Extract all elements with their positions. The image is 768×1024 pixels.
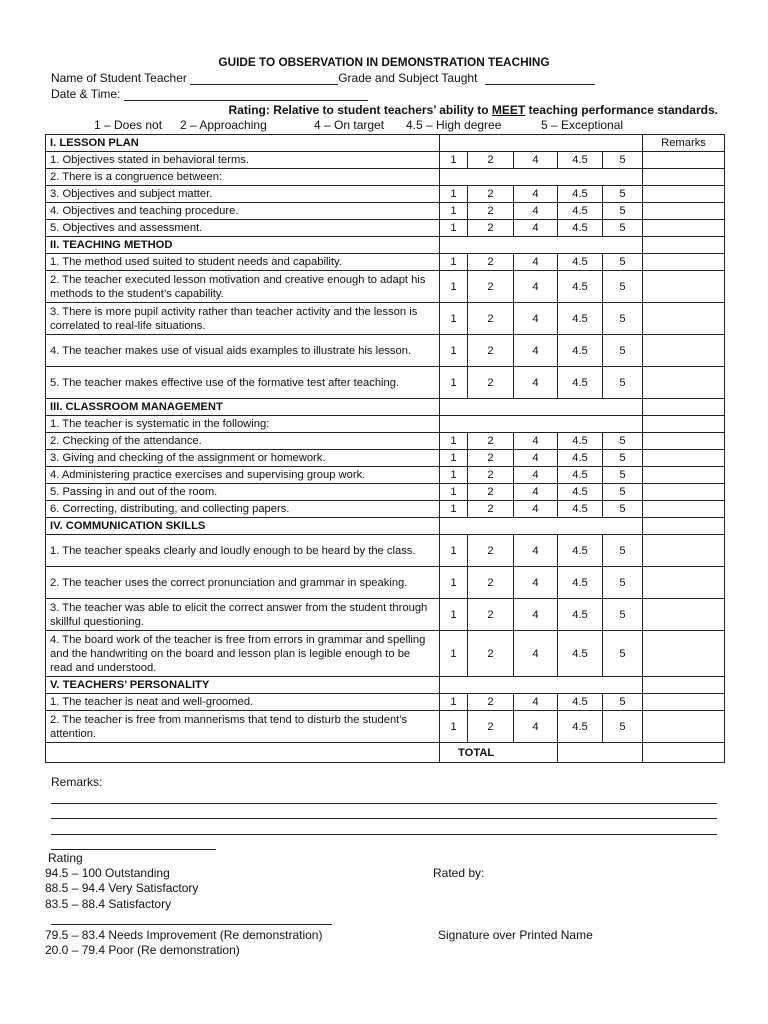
score-1[interactable]: 1 <box>440 271 468 303</box>
score-4-5[interactable]: 4.5 <box>558 433 603 450</box>
table-row <box>46 433 725 450</box>
remarks-cell[interactable] <box>643 677 725 694</box>
blank-score-cell <box>440 169 643 186</box>
score-4[interactable]: 4 <box>514 152 558 169</box>
score-2[interactable]: 2 <box>468 335 514 367</box>
criterion-text: 3. Objectives and subject matter. <box>46 186 440 203</box>
criterion-text: 4. The teacher makes use of visual aids examples to illustrate his lesson. <box>46 335 440 367</box>
score-1[interactable]: 1 <box>440 367 468 399</box>
score-4-5[interactable]: 4.5 <box>558 694 603 711</box>
criterion-text: 5. The teacher makes effective use of the formative test after teaching. <box>46 367 440 399</box>
score-4-5[interactable]: 4.5 <box>558 711 603 743</box>
total-label: TOTAL <box>440 743 558 763</box>
remarks-cell[interactable] <box>643 450 725 467</box>
score-4-5[interactable]: 4.5 <box>558 220 603 237</box>
criterion-text: 4. Administering practice exercises and supervising group work. <box>46 467 440 484</box>
criterion-text: 4. The board work of the teacher is free from errors in grammar and spelling and the handwriting on the board and lesson plan is legible enough to be read and understood. <box>46 631 440 677</box>
score-5[interactable]: 5 <box>603 271 643 303</box>
remarks-line[interactable] <box>51 803 717 804</box>
criterion-text: 5. Objectives and assessment. <box>46 220 440 237</box>
remarks-cell[interactable] <box>643 303 725 335</box>
score-4[interactable]: 4 <box>514 433 558 450</box>
remarks-cell[interactable] <box>643 567 725 599</box>
table-row <box>46 467 725 484</box>
score-1[interactable]: 1 <box>440 631 468 677</box>
score-5[interactable]: 5 <box>603 694 643 711</box>
table-row <box>46 694 725 711</box>
criterion-text: 2. The teacher uses the correct pronunciation and grammar in speaking. <box>46 567 440 599</box>
remarks-cell[interactable] <box>643 186 725 203</box>
score-5[interactable]: 5 <box>603 186 643 203</box>
remarks-cell[interactable] <box>643 220 725 237</box>
score-5[interactable]: 5 <box>603 450 643 467</box>
score-4-5[interactable]: 4.5 <box>558 450 603 467</box>
table-row <box>46 186 725 203</box>
remarks-cell[interactable] <box>643 433 725 450</box>
score-4-5[interactable]: 4.5 <box>558 367 603 399</box>
blank-score-cell <box>440 677 643 694</box>
score-4[interactable]: 4 <box>514 203 558 220</box>
score-2[interactable]: 2 <box>468 567 514 599</box>
total-value[interactable] <box>558 743 643 763</box>
score-2[interactable]: 2 <box>468 599 514 631</box>
score-4-5[interactable]: 4.5 <box>558 535 603 567</box>
remarks-cell[interactable] <box>643 518 725 535</box>
score-5[interactable]: 5 <box>603 152 643 169</box>
rating-outstanding: 94.5 – 100 Outstanding <box>45 866 170 880</box>
score-5[interactable]: 5 <box>603 433 643 450</box>
score-1[interactable]: 1 <box>440 567 468 599</box>
score-2[interactable]: 2 <box>468 271 514 303</box>
score-1[interactable]: 1 <box>440 220 468 237</box>
scale-2: 2 – Approaching <box>180 118 267 132</box>
score-4[interactable]: 4 <box>514 694 558 711</box>
total-row <box>46 743 725 763</box>
score-1[interactable]: 1 <box>440 335 468 367</box>
student-name-field[interactable] <box>190 84 338 85</box>
observation-table <box>45 134 725 763</box>
remarks-cell[interactable] <box>643 254 725 271</box>
score-5[interactable]: 5 <box>603 535 643 567</box>
rating-satisfactory: 83.5 – 88.4 Satisfactory <box>45 897 172 911</box>
rating-instruction <box>0 103 718 117</box>
score-4[interactable]: 4 <box>514 467 558 484</box>
table-row <box>46 367 725 399</box>
table-row <box>46 567 725 599</box>
date-time-row <box>51 87 368 101</box>
score-2[interactable]: 2 <box>468 186 514 203</box>
score-4-5[interactable]: 4.5 <box>558 467 603 484</box>
score-5[interactable]: 5 <box>603 631 643 677</box>
section-row <box>46 518 725 535</box>
score-5[interactable]: 5 <box>603 367 643 399</box>
score-5[interactable]: 5 <box>603 599 643 631</box>
remarks-cell[interactable] <box>643 367 725 399</box>
score-2[interactable]: 2 <box>468 694 514 711</box>
remarks-cell[interactable] <box>643 237 725 254</box>
score-1[interactable]: 1 <box>440 303 468 335</box>
table-row <box>46 254 725 271</box>
table-row <box>46 203 725 220</box>
section-row <box>46 135 725 152</box>
score-4[interactable]: 4 <box>514 220 558 237</box>
section-row <box>46 399 725 416</box>
section-title: III. CLASSROOM MANAGEMENT <box>46 399 440 416</box>
remarks-line[interactable] <box>51 834 717 835</box>
scale-4: 4 – On target <box>314 118 385 132</box>
score-4[interactable]: 4 <box>514 711 558 743</box>
score-4[interactable]: 4 <box>514 567 558 599</box>
criterion-text: 3. Giving and checking of the assignment or homework. <box>46 450 440 467</box>
remarks-cell[interactable] <box>643 416 725 433</box>
remarks-cell[interactable] <box>643 501 725 518</box>
criterion-text: 3. There is more pupil activity rather than teacher activity and the lesson is correlated to real-life situations. <box>46 303 440 335</box>
table-row <box>46 535 725 567</box>
score-1[interactable]: 1 <box>440 254 468 271</box>
remarks-cell[interactable] <box>643 694 725 711</box>
rating-poor: 20.0 – 79.4 Poor (Re demonstration) <box>45 943 240 957</box>
criterion-text: 2. Checking of the attendance. <box>46 433 440 450</box>
rating-title: Rating <box>48 851 83 865</box>
rating-instruction-meet: MEET <box>491 103 526 117</box>
score-1[interactable]: 1 <box>440 711 468 743</box>
score-1[interactable]: 1 <box>440 694 468 711</box>
section-title: IV. COMMUNICATION SKILLS <box>46 518 440 535</box>
student-name-label: Name of Student Teacher <box>51 71 187 85</box>
score-4[interactable]: 4 <box>514 367 558 399</box>
table-row <box>46 711 725 743</box>
date-time-label: Date & Time: <box>51 87 121 101</box>
scale-4-5: 4.5 – High degree <box>406 118 502 132</box>
score-4-5[interactable]: 4.5 <box>558 501 603 518</box>
score-5[interactable]: 5 <box>603 467 643 484</box>
remarks-cell[interactable] <box>643 152 725 169</box>
criterion-text: 2. There is a congruence between: <box>46 169 440 186</box>
score-1[interactable]: 1 <box>440 186 468 203</box>
score-5[interactable]: 5 <box>603 501 643 518</box>
score-1[interactable]: 1 <box>440 535 468 567</box>
score-4-5[interactable]: 4.5 <box>558 631 603 677</box>
score-2[interactable]: 2 <box>468 152 514 169</box>
remarks-cell[interactable] <box>643 169 725 186</box>
score-5[interactable]: 5 <box>603 303 643 335</box>
score-4[interactable]: 4 <box>514 271 558 303</box>
score-4-5[interactable]: 4.5 <box>558 203 603 220</box>
score-2[interactable]: 2 <box>468 501 514 518</box>
rating-instruction-prefix: Rating: Relative to student teachers’ ability to <box>228 103 492 117</box>
table-row <box>46 303 725 335</box>
rated-by-label: Rated by: <box>433 866 485 880</box>
section-row <box>46 677 725 694</box>
score-4-5[interactable]: 4.5 <box>558 599 603 631</box>
rating-needs-improvement: 79.5 – 83.4 Needs Improvement (Re demonstration) <box>45 928 323 942</box>
section-title: II. TEACHING METHOD <box>46 237 440 254</box>
score-2[interactable]: 2 <box>468 631 514 677</box>
remarks-cell[interactable] <box>643 711 725 743</box>
score-4[interactable]: 4 <box>514 631 558 677</box>
score-2[interactable]: 2 <box>468 303 514 335</box>
score-5[interactable]: 5 <box>603 567 643 599</box>
score-2[interactable]: 2 <box>468 203 514 220</box>
criterion-text: 3. The teacher was able to elicit the correct answer from the student through skillful questioning. <box>46 599 440 631</box>
criterion-text: 5. Passing in and out of the room. <box>46 484 440 501</box>
score-2[interactable]: 2 <box>468 535 514 567</box>
blank-score-cell <box>440 237 643 254</box>
table-row <box>46 631 725 677</box>
table-row <box>46 169 725 186</box>
remarks-cell[interactable] <box>643 203 725 220</box>
score-4-5[interactable]: 4.5 <box>558 186 603 203</box>
total-blank <box>46 743 440 763</box>
score-4-5[interactable]: 4.5 <box>558 271 603 303</box>
rating-underline <box>51 924 332 925</box>
scale-1: 1 – Does not <box>94 118 163 132</box>
score-4[interactable]: 4 <box>514 535 558 567</box>
criterion-text: 1. Objectives stated in behavioral terms. <box>46 152 440 169</box>
grade-subject-label: Grade and Subject Taught <box>338 71 478 85</box>
signature-label: Signature over Printed Name <box>438 928 593 942</box>
remarks-cell[interactable] <box>643 599 725 631</box>
remarks-cell[interactable] <box>643 535 725 567</box>
score-4[interactable]: 4 <box>514 501 558 518</box>
remarks-cell[interactable] <box>643 484 725 501</box>
remarks-label: Remarks: <box>51 775 103 789</box>
table-row <box>46 271 725 303</box>
score-5[interactable]: 5 <box>603 254 643 271</box>
rating-very-satisfactory: 88.5 – 94.4 Very Satisfactory <box>45 881 199 895</box>
score-2[interactable]: 2 <box>468 254 514 271</box>
score-4[interactable]: 4 <box>514 450 558 467</box>
score-4[interactable]: 4 <box>514 599 558 631</box>
grade-subject-field[interactable] <box>485 84 595 85</box>
score-4-5[interactable]: 4.5 <box>558 567 603 599</box>
criterion-text: 1. The teacher speaks clearly and loudly enough to be heard by the class. <box>46 535 440 567</box>
total-remarks[interactable] <box>643 743 725 763</box>
section-title: I. LESSON PLAN <box>46 135 440 152</box>
remarks-cell[interactable] <box>643 335 725 367</box>
score-4[interactable]: 4 <box>514 186 558 203</box>
criterion-text: 2. The teacher executed lesson motivation and creative enough to adapt his methods to the student’s capability. <box>46 271 440 303</box>
score-4-5[interactable]: 4.5 <box>558 335 603 367</box>
table-row <box>46 152 725 169</box>
score-2[interactable]: 2 <box>468 367 514 399</box>
table-row <box>46 416 725 433</box>
criterion-text: 1. The teacher is neat and well-groomed. <box>46 694 440 711</box>
score-5[interactable]: 5 <box>603 711 643 743</box>
scale-5: 5 – Exceptional <box>541 118 624 132</box>
table-row <box>46 220 725 237</box>
score-2[interactable]: 2 <box>468 484 514 501</box>
blank-score-cell <box>440 518 643 535</box>
remarks-cell[interactable] <box>643 631 725 677</box>
student-name-row <box>51 71 595 85</box>
section-title: V. TEACHERS’ PERSONALITY <box>46 677 440 694</box>
criterion-text: 6. Correcting, distributing, and collecting papers. <box>46 501 440 518</box>
score-1[interactable]: 1 <box>440 152 468 169</box>
score-4[interactable]: 4 <box>514 303 558 335</box>
score-5[interactable]: 5 <box>603 335 643 367</box>
date-time-field[interactable] <box>124 100 368 101</box>
score-4[interactable]: 4 <box>514 335 558 367</box>
score-2[interactable]: 2 <box>468 467 514 484</box>
score-5[interactable]: 5 <box>603 220 643 237</box>
score-1[interactable]: 1 <box>440 501 468 518</box>
score-4-5[interactable]: 4.5 <box>558 484 603 501</box>
remarks-cell[interactable] <box>643 467 725 484</box>
criterion-text: 4. Objectives and teaching procedure. <box>46 203 440 220</box>
score-2[interactable]: 2 <box>468 433 514 450</box>
criterion-text: 2. The teacher is free from mannerisms that tend to disturb the student’s attention. <box>46 711 440 743</box>
table-row <box>46 450 725 467</box>
score-4[interactable]: 4 <box>514 254 558 271</box>
blank-score-cell <box>440 399 643 416</box>
table-row <box>46 484 725 501</box>
table-row <box>46 501 725 518</box>
criterion-text: 1. The teacher is systematic in the following: <box>46 416 440 433</box>
remarks-header: Remarks <box>643 135 725 152</box>
score-4-5[interactable]: 4.5 <box>558 303 603 335</box>
blank-score-cell <box>440 135 643 152</box>
table-row <box>46 335 725 367</box>
table-row <box>46 599 725 631</box>
score-2[interactable]: 2 <box>468 220 514 237</box>
blank-score-cell <box>440 416 643 433</box>
score-2[interactable]: 2 <box>468 711 514 743</box>
score-5[interactable]: 5 <box>603 484 643 501</box>
score-4-5[interactable]: 4.5 <box>558 152 603 169</box>
score-1[interactable]: 1 <box>440 599 468 631</box>
remarks-cell[interactable] <box>643 399 725 416</box>
score-2[interactable]: 2 <box>468 450 514 467</box>
score-1[interactable]: 1 <box>440 433 468 450</box>
score-5[interactable]: 5 <box>603 203 643 220</box>
score-1[interactable]: 1 <box>440 203 468 220</box>
score-1[interactable]: 1 <box>440 467 468 484</box>
score-1[interactable]: 1 <box>440 484 468 501</box>
remarks-cell[interactable] <box>643 271 725 303</box>
score-4[interactable]: 4 <box>514 484 558 501</box>
score-4-5[interactable]: 4.5 <box>558 254 603 271</box>
score-1[interactable]: 1 <box>440 450 468 467</box>
form-title: GUIDE TO OBSERVATION IN DEMONSTRATION TEACHING <box>218 55 550 69</box>
section-row <box>46 237 725 254</box>
rating-instruction-suffix: teaching performance standards. <box>525 103 718 117</box>
remarks-line[interactable] <box>51 818 717 819</box>
remarks-line[interactable] <box>51 849 216 850</box>
criterion-text: 1. The method used suited to student needs and capability. <box>46 254 440 271</box>
